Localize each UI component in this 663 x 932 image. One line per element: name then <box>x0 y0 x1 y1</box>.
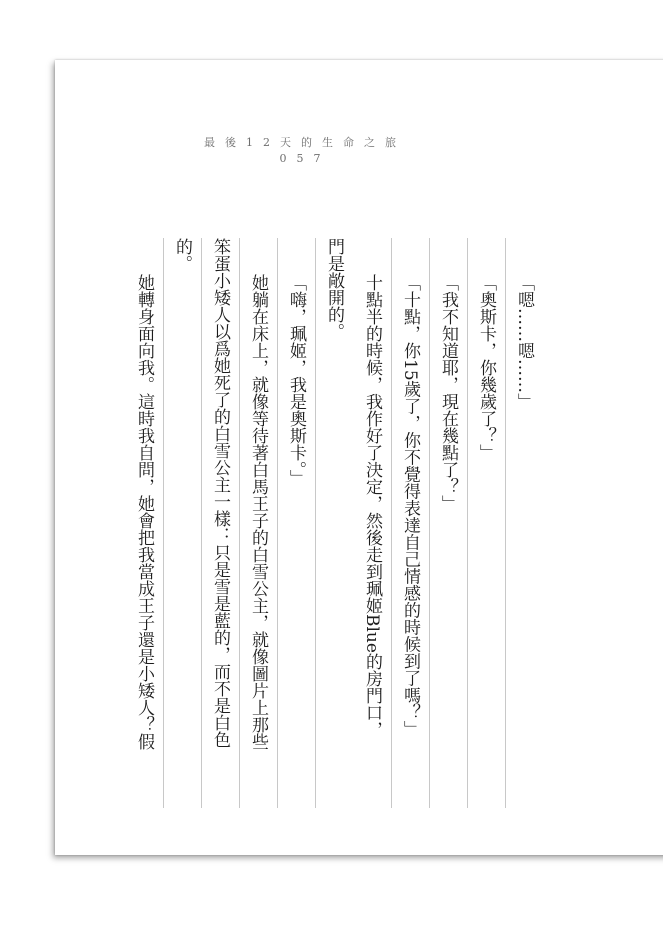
column-rule <box>315 238 316 808</box>
text-line: 的。 <box>172 238 192 272</box>
text-line: 「十點，你15歲了，你不覺得表達自己情感的時候到了嗎？」 <box>400 274 420 738</box>
column-rule <box>239 238 240 808</box>
text-line: 「嗯……嗯……」 <box>514 274 534 410</box>
column-rule <box>277 238 278 808</box>
text-line: 「嗨，珮姬，我是奧斯卡。」 <box>286 274 306 487</box>
column-rule <box>163 238 164 808</box>
column-rule <box>505 238 506 808</box>
text-line: 「奧斯卡，你幾歲了？」 <box>476 274 496 461</box>
text-line: 門是敞開的。 <box>324 238 344 340</box>
text-line: 她躺在床上，就像等待著白馬王子的白雪公主，就像圖片上那些 <box>248 274 268 750</box>
column-rule <box>391 238 392 808</box>
column-rule <box>467 238 468 808</box>
text-line: 笨蛋小矮人以爲她死了的白雪公主一樣：只是雪是藍的，而不是白色 <box>210 238 230 748</box>
text-line: 十點半的時候，我作好了決定，然後走到珮姬Blue的房門口， <box>362 274 382 738</box>
running-header-title: 最後12天的生命之旅 <box>204 136 406 149</box>
page-number: 057 <box>279 152 331 165</box>
column-rule <box>201 238 202 808</box>
text-line: 她轉身面向我。這時我自問，她會把我當成王子還是小矮人？假 <box>134 274 154 750</box>
column-rule <box>429 238 430 808</box>
text-line: 「我不知道耶，現在幾點了？」 <box>438 274 458 512</box>
